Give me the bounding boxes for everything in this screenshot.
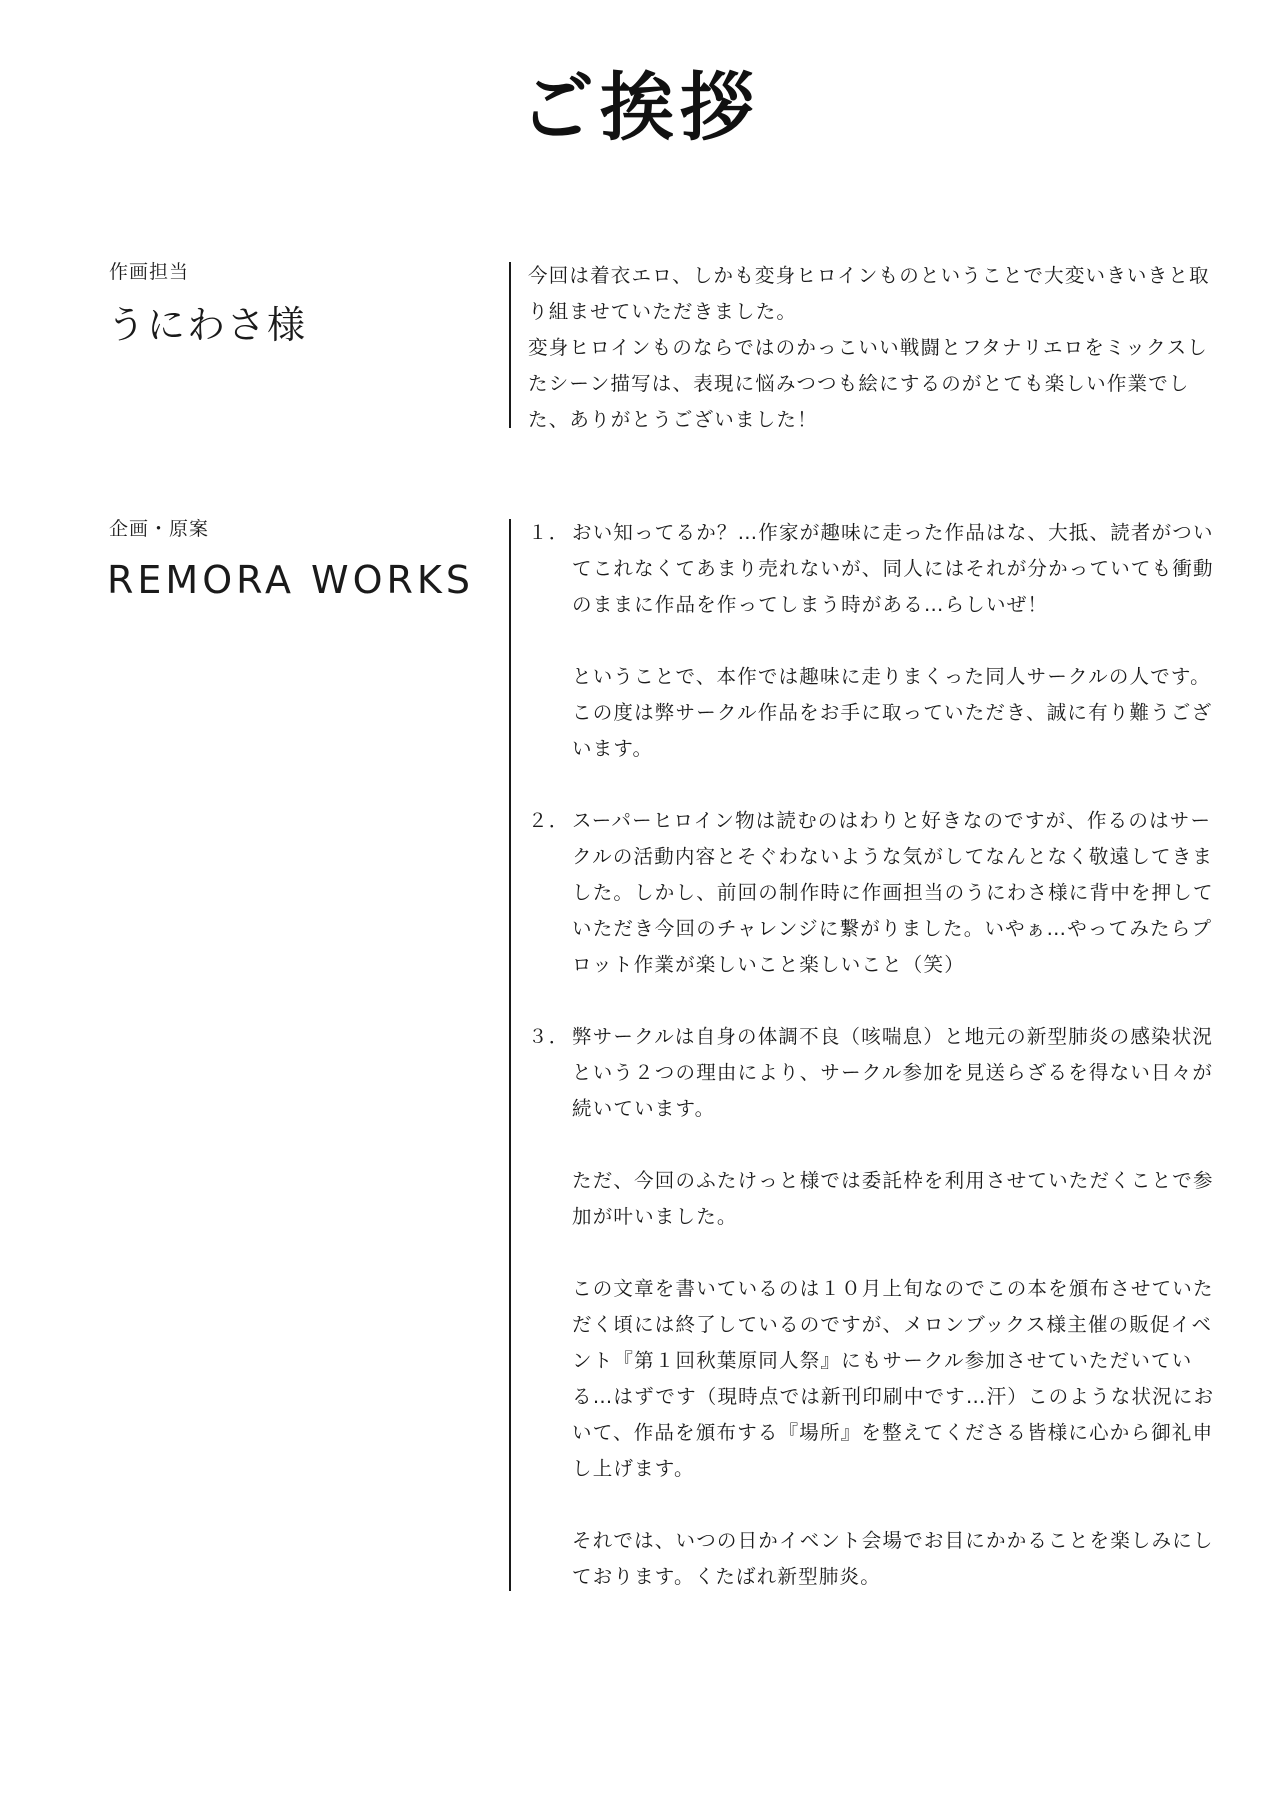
paragraph: ただ、今回のふたけっと様では委託枠を利用させていただくことで参加が叶いました。 xyxy=(572,1169,1214,1228)
role-label: 作画担当 xyxy=(109,261,190,283)
paragraph: 弊サークルは自身の体調不良（咳喘息）と地元の新型肺炎の感染状況という２つの理由により、サークル参加を見送らざるを得ない日々が続いています。 xyxy=(572,1025,1214,1120)
contributor-name: REMORA WORKS xyxy=(107,558,474,602)
section-divider xyxy=(509,262,511,428)
item-number: ２． xyxy=(528,809,570,832)
list-item xyxy=(528,515,1218,767)
greeting-body xyxy=(528,258,1218,438)
role-label: 企画・原案 xyxy=(109,518,210,540)
paragraph: この文章を書いているのは１０月上旬なのでこの本を頒布させていただく頃には終了しているのですが、メロンブックス様主催の販促イベント『第１回秋葉原同人祭』にもサークル参加させていただいている…はずです（現時点では新刊印刷中です…汗）このような状況において、作品を頒布する『場所』を整えてくださる皆様に心から御礼申し上げます。 xyxy=(572,1277,1215,1480)
paragraph: スーパーヒロイン物は読むのはわりと好きなのですが、作るのはサークルの活動内容とそぐわないような気がしてなんとなく敬遠してきました。しかし、前回の制作時に作画担当のうにわさ様に背中を押していただき今回のチャレンジに繋がりました。いやぁ…やってみたらプロット作業が楽しいこと楽しいこと（笑） xyxy=(572,809,1214,976)
greeting-body xyxy=(528,515,1218,1595)
paragraph: 変身ヒロインものならではのかっこいい戦闘とフタナリエロをミックスしたシーン描写は、表現に悩みつつも絵にするのがとても楽しい作業でした、ありがとうございました！ xyxy=(528,336,1208,431)
paragraph: それでは、いつの日かイベント会場でお目にかかることを楽しみにしております。くたばれ新型肺炎。 xyxy=(572,1529,1214,1588)
paragraph: ということで、本作では趣味に走りまくった同人サークルの人です。この度は弊サークル作品をお手に取っていただき、誠に有り難うございます。 xyxy=(572,665,1213,760)
contributor-name: うにわさ様 xyxy=(107,303,308,347)
list-item xyxy=(528,803,1218,983)
list-item xyxy=(528,1019,1218,1595)
paragraph: おい知ってるか？…作家が趣味に走った作品はな、大抵、読者がついてこれなくてあまり売れないが、同人にはそれが分かっていても衝動のままに作品を作ってしまう時がある…らしいぜ！ xyxy=(572,521,1214,616)
page-title: ご挨拶 xyxy=(520,65,760,151)
item-number: １． xyxy=(528,521,570,544)
paragraph: 今回は着衣エロ、しかも変身ヒロインものということで大変いきいきと取り組ませていただきました。 xyxy=(528,264,1210,323)
item-number: ３． xyxy=(528,1025,570,1048)
section-divider xyxy=(509,519,511,1591)
